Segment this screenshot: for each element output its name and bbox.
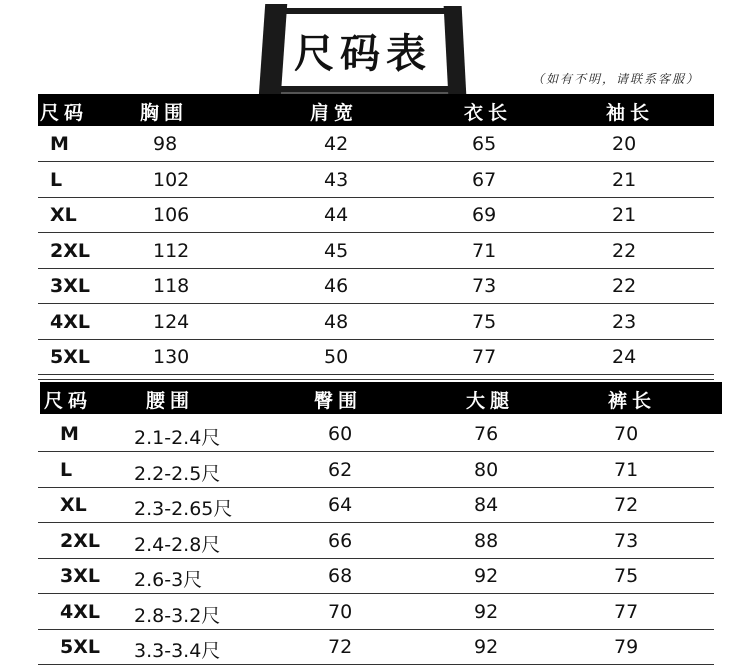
value-cell: 75 — [614, 565, 639, 587]
size-cell: M — [60, 423, 79, 445]
header-sleeve: 袖长 — [606, 102, 655, 124]
bottom-table-header — [40, 382, 722, 414]
value-cell: 20 — [612, 133, 637, 155]
value-cell: 73 — [472, 275, 497, 297]
value-cell: 22 — [612, 239, 637, 262]
value-cell: 112 — [153, 239, 190, 262]
page-title: 尺码表 — [294, 29, 432, 77]
table-row — [38, 487, 714, 523]
value-cell: 71 — [614, 458, 639, 481]
table-row — [38, 197, 714, 233]
size-cell: 2XL — [60, 529, 100, 552]
header-size: 尺码 — [40, 102, 89, 124]
size-cell: 3XL — [60, 565, 100, 587]
value-cell: 88 — [474, 529, 499, 552]
header-thigh: 大腿 — [466, 390, 515, 412]
table-row — [38, 523, 714, 559]
value-cell: 80 — [474, 458, 499, 481]
size-cell: 3XL — [50, 275, 90, 297]
top-table-header — [38, 94, 714, 126]
table-row — [38, 268, 714, 304]
value-cell: 62 — [328, 458, 353, 481]
size-cell: L — [60, 458, 73, 481]
table-row — [38, 162, 714, 198]
size-cell: 4XL — [60, 600, 100, 623]
value-cell: 68 — [328, 565, 353, 587]
table-row — [38, 304, 714, 340]
header-waist: 腰围 — [146, 390, 195, 412]
value-cell: 72 — [328, 636, 353, 658]
header-size: 尺码 — [44, 390, 93, 412]
value-cell: 2.4-2.8尺 — [134, 533, 221, 556]
value-cell: 2.8-3.2尺 — [134, 604, 221, 627]
value-cell: 3.3-3.4尺 — [134, 640, 221, 662]
value-cell: 21 — [612, 204, 637, 226]
size-cell: 5XL — [50, 346, 90, 368]
value-cell: 24 — [612, 346, 637, 368]
value-cell: 71 — [472, 239, 497, 262]
value-cell: 92 — [474, 565, 499, 587]
value-cell: 124 — [153, 310, 190, 333]
value-cell: 50 — [324, 346, 349, 368]
table-row — [38, 594, 714, 630]
table-row — [38, 452, 714, 488]
value-cell: 92 — [474, 600, 499, 623]
header-shoulder: 肩宽 — [310, 102, 359, 124]
table-row — [38, 558, 714, 594]
title-frame — [268, 8, 458, 92]
value-cell: 43 — [324, 168, 349, 191]
header-hip: 臀围 — [314, 390, 363, 412]
table-row — [38, 233, 714, 269]
value-cell: 75 — [472, 310, 497, 333]
value-cell: 102 — [153, 168, 190, 191]
value-cell: 45 — [324, 239, 349, 262]
value-cell: 60 — [328, 423, 353, 445]
table-row — [38, 126, 714, 162]
size-cell: 2XL — [50, 239, 90, 262]
value-cell: 69 — [472, 204, 497, 226]
value-cell: 2.3-2.65尺 — [134, 498, 233, 520]
value-cell: 118 — [153, 275, 190, 297]
value-cell: 76 — [474, 423, 499, 445]
value-cell: 77 — [472, 346, 497, 368]
value-cell: 2.6-3尺 — [134, 569, 203, 591]
value-cell: 2.1-2.4尺 — [134, 427, 221, 449]
value-cell: 70 — [614, 423, 639, 445]
table-divider — [38, 379, 714, 380]
value-cell: 64 — [328, 494, 353, 516]
value-cell: 72 — [614, 494, 639, 516]
value-cell: 22 — [612, 275, 637, 297]
header-pants-length: 裤长 — [608, 390, 657, 412]
size-cell: M — [50, 133, 69, 155]
value-cell: 48 — [324, 310, 349, 333]
contact-note: （如有不明，请联系客服） — [532, 72, 701, 86]
value-cell: 70 — [328, 600, 353, 623]
table-row — [38, 629, 714, 665]
value-cell: 21 — [612, 168, 637, 191]
value-cell: 77 — [614, 600, 639, 623]
size-cell: L — [50, 168, 63, 191]
size-cell: XL — [50, 204, 77, 226]
table-row — [38, 416, 714, 452]
value-cell: 84 — [474, 494, 499, 516]
value-cell: 98 — [153, 133, 178, 155]
size-cell: 4XL — [50, 310, 90, 333]
value-cell: 92 — [474, 636, 499, 658]
value-cell: 46 — [324, 275, 349, 297]
value-cell: 65 — [472, 133, 497, 155]
value-cell: 44 — [324, 204, 349, 226]
value-cell: 106 — [153, 204, 190, 226]
table-row — [38, 339, 714, 375]
header-length: 衣长 — [464, 102, 513, 124]
size-cell: XL — [60, 494, 87, 516]
value-cell: 67 — [472, 168, 497, 191]
value-cell: 2.2-2.5尺 — [134, 462, 221, 485]
value-cell: 130 — [153, 346, 190, 368]
size-cell: 5XL — [60, 636, 100, 658]
value-cell: 66 — [328, 529, 353, 552]
value-cell: 79 — [614, 636, 639, 658]
value-cell: 23 — [612, 310, 637, 333]
header-chest: 胸围 — [140, 102, 189, 124]
value-cell: 42 — [324, 133, 349, 155]
value-cell: 73 — [614, 529, 639, 552]
